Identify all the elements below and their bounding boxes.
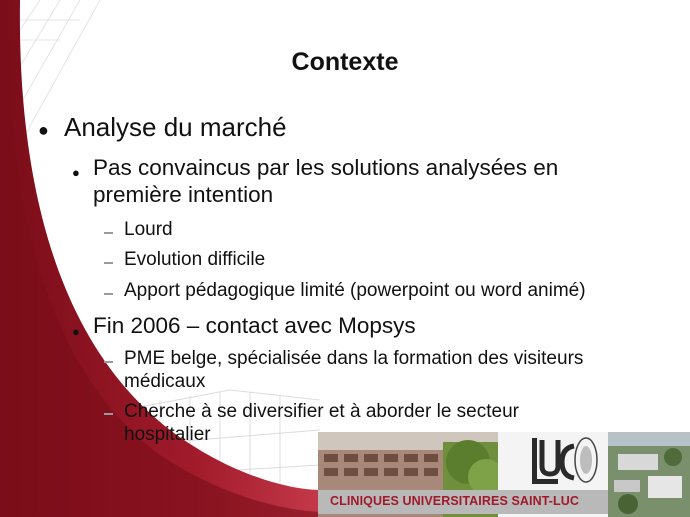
point1-line2: première intention (93, 182, 274, 207)
point2-sub2-line2: hospitalier (124, 424, 211, 445)
bullet-icon: ● (72, 165, 80, 180)
dash-bullet-icon (104, 262, 113, 264)
subitem-apport: Apport pédagogique limité (powerpoint ou word animé) (124, 280, 586, 301)
dash-bullet-icon (104, 361, 113, 363)
subitem-lourd: Lourd (124, 219, 173, 240)
dash-bullet-icon (104, 413, 113, 415)
slide-title: Contexte (291, 48, 399, 76)
subitem-evolution: Evolution difficile (124, 249, 266, 270)
dash-bullet-icon (104, 232, 113, 234)
point2-sub1-line1: PME belge, spécialisée dans la formation des visiteurs (124, 348, 584, 369)
institution-name: CLINIQUES UNIVERSITAIRES SAINT-LUC (330, 494, 580, 508)
point2-sub1-line2: médicaux (124, 371, 206, 392)
bullet-icon: ● (38, 120, 49, 140)
bullet-icon: ● (72, 324, 80, 339)
point1-line1: Pas convaincus par les solutions analysées en (93, 155, 559, 180)
point2-text: Fin 2006 – contact avec Mopsys (93, 313, 416, 338)
level1-heading: Analyse du marché (64, 112, 287, 142)
point2-sub2-line1: Cherche à se diversifier et à aborder le secteur (124, 401, 519, 422)
dash-bullet-icon (104, 293, 113, 295)
